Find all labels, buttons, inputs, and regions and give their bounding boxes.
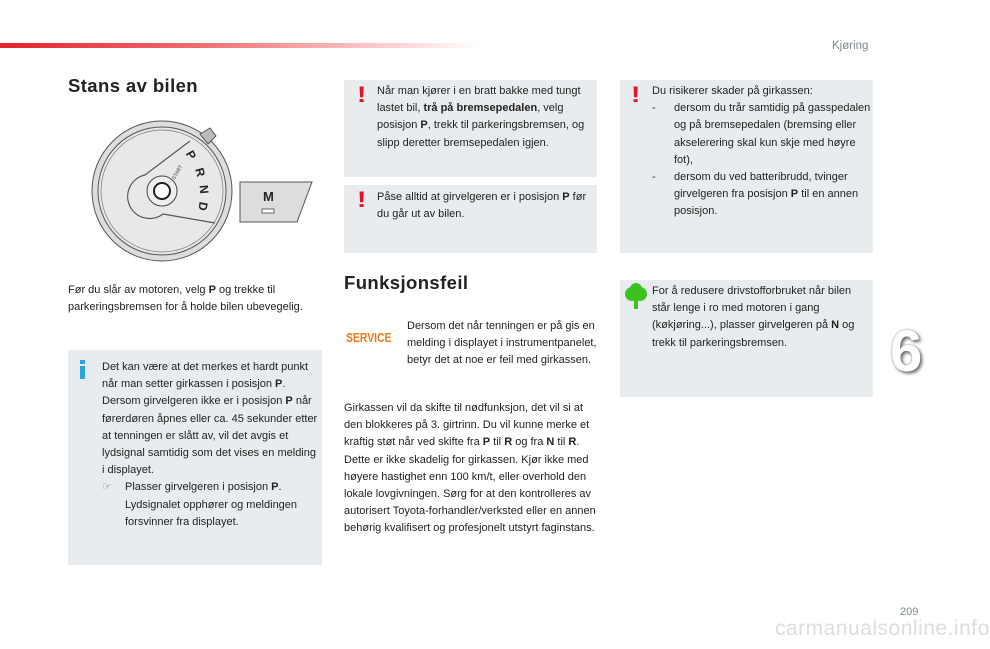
warning-hill-text bbox=[377, 83, 592, 152]
header-accent-bar bbox=[0, 43, 480, 48]
text-segment: dersom du trår samtidig på gasspedalen og på bremsepedalen (bremsing eller akselerering skal kun skje med høyre fot), bbox=[674, 102, 871, 166]
watermark: carmanualsonline.info bbox=[775, 617, 990, 640]
emphasis-text: trå på bremsepedalen bbox=[423, 102, 538, 115]
gear-d-label: D bbox=[195, 200, 211, 212]
text-segment: og trekk til parkeringsbremsen. bbox=[652, 319, 855, 349]
text-segment: Påse alltid at girvelgeren er i posisjon bbox=[377, 191, 563, 203]
text-segment: , velg posisjon bbox=[377, 102, 564, 132]
emphasis-text: N bbox=[831, 319, 840, 332]
text-segment: Girkassen vil da skifte til nødfunksjon, det vil si at den blokkeres på 3. girtrinn. Du vil kunne merke et kraftig støt når ved skifte fra bbox=[344, 402, 590, 449]
eco-text bbox=[652, 283, 872, 352]
info-box bbox=[68, 350, 322, 565]
emphasis-text: P bbox=[790, 188, 799, 201]
emphasis-text: P bbox=[285, 395, 293, 408]
eco-box bbox=[620, 280, 873, 397]
text-segment: . bbox=[282, 378, 286, 391]
emphasis-text: P bbox=[271, 481, 279, 494]
warning-box-hill bbox=[344, 80, 597, 177]
text-segment: og fra bbox=[512, 436, 547, 449]
text-segment: . Dette er ikke skadelig for girkassen. Kjør ikke med høyere hastighet enn 100 km/t, eller overhold den lokale lovgivningen. Sørg for at den kontrolleres av autorisert Toyota-forhandler/verksted eller en annen behørig kvalifisert og profesjonelt utstyrt faginstans. bbox=[344, 436, 596, 535]
text-segment: før du går ut av bilen. bbox=[377, 191, 587, 221]
page-number: 209 bbox=[900, 606, 919, 618]
warning-icon: ! bbox=[630, 82, 641, 107]
page-title: Stans av bilen bbox=[68, 75, 199, 96]
warning-gearbox-intro: Du risikerer skader på girkassen: bbox=[652, 85, 813, 97]
gear-p-label: P bbox=[182, 148, 200, 162]
malfunction-body bbox=[344, 400, 600, 538]
gear-r-label: R bbox=[192, 166, 208, 179]
text-segment: til bbox=[490, 436, 505, 449]
text-segment: Plasser girvelgeren i posisjon bbox=[125, 481, 272, 494]
text-segment: og trekke til parkeringsbremsen for å holde bilen ubevegelig. bbox=[68, 284, 303, 314]
text-segment: Det kan være at det merkes et hardt punkt når man setter girkassen i posisjon bbox=[102, 361, 309, 391]
text-segment: til en annen posisjon. bbox=[674, 188, 859, 218]
text-segment: , trekk til parkeringsbremsen, og slipp deretter bremsepedalen igjen. bbox=[377, 119, 585, 149]
text-segment: dersom du ved batteribrudd, tvinger girvelgeren fra posisjon bbox=[674, 171, 848, 201]
gear-selector-illustration bbox=[75, 120, 320, 275]
emphasis-text: R bbox=[504, 436, 513, 449]
emphasis-text: N bbox=[546, 436, 555, 449]
stop-intro-text bbox=[68, 282, 308, 316]
emphasis-text: P bbox=[562, 191, 570, 203]
pointer-hand-icon: ☞ bbox=[102, 481, 112, 494]
info-paragraph-2 bbox=[102, 393, 318, 479]
warning-gearbox-item bbox=[674, 169, 872, 221]
text-segment: når førerdøren åpnes eller ca. 45 sekunder etter at tenningen er slått av, vil det avgis et lydsignal samtidig som det vises en melding i displayet. bbox=[102, 395, 318, 477]
section-heading-malfunction: Funksjonsfeil bbox=[344, 272, 469, 293]
warning-box-gearbox bbox=[620, 80, 873, 253]
emphasis-text: P bbox=[275, 378, 283, 391]
service-warning-icon: SERVICE bbox=[346, 330, 392, 345]
text-segment: Før du slår av motoren, velg bbox=[68, 284, 209, 296]
service-text: Dersom det når tenningen er på gis en melding i displayet i instrumentpanelet, betyr det at noe er feil med girkassen. bbox=[407, 320, 597, 367]
text-segment: Når man kjører i en bratt bakke med tungt lastet bil, bbox=[377, 85, 581, 115]
chapter-number: 6 bbox=[890, 319, 923, 384]
text-segment: For å redusere drivstofforbruket når bilen står lenge i ro med motoren i gang (køkjøring...), plasser girvelgeren på bbox=[652, 285, 852, 332]
list-dash: - bbox=[652, 171, 656, 184]
warning-park-text bbox=[377, 189, 592, 223]
eco-tree-icon bbox=[623, 283, 649, 313]
text-segment: til bbox=[554, 436, 569, 449]
emphasis-text: R bbox=[568, 436, 577, 449]
emphasis-text: P bbox=[208, 284, 216, 296]
text-segment: . Lydsignalet opphører og meldingen forsvinner fra displayet. bbox=[125, 481, 298, 528]
info-action bbox=[125, 479, 318, 531]
info-paragraph-1 bbox=[102, 359, 318, 393]
warning-gearbox-item bbox=[674, 100, 872, 169]
emphasis-text: P bbox=[482, 436, 491, 449]
section-title: Kjøring bbox=[832, 40, 869, 52]
start-label: START bbox=[171, 164, 185, 181]
gear-n-label: N bbox=[196, 184, 212, 195]
warning-icon: ! bbox=[356, 82, 367, 107]
manual-mode-label: M bbox=[263, 189, 274, 204]
warning-icon: ! bbox=[356, 187, 367, 212]
text-segment: Dersom girvelgeren ikke er i posisjon bbox=[102, 395, 286, 408]
info-icon bbox=[80, 360, 85, 380]
emphasis-text: P bbox=[420, 119, 428, 132]
list-dash: - bbox=[652, 102, 656, 115]
warning-box-park bbox=[344, 185, 597, 253]
